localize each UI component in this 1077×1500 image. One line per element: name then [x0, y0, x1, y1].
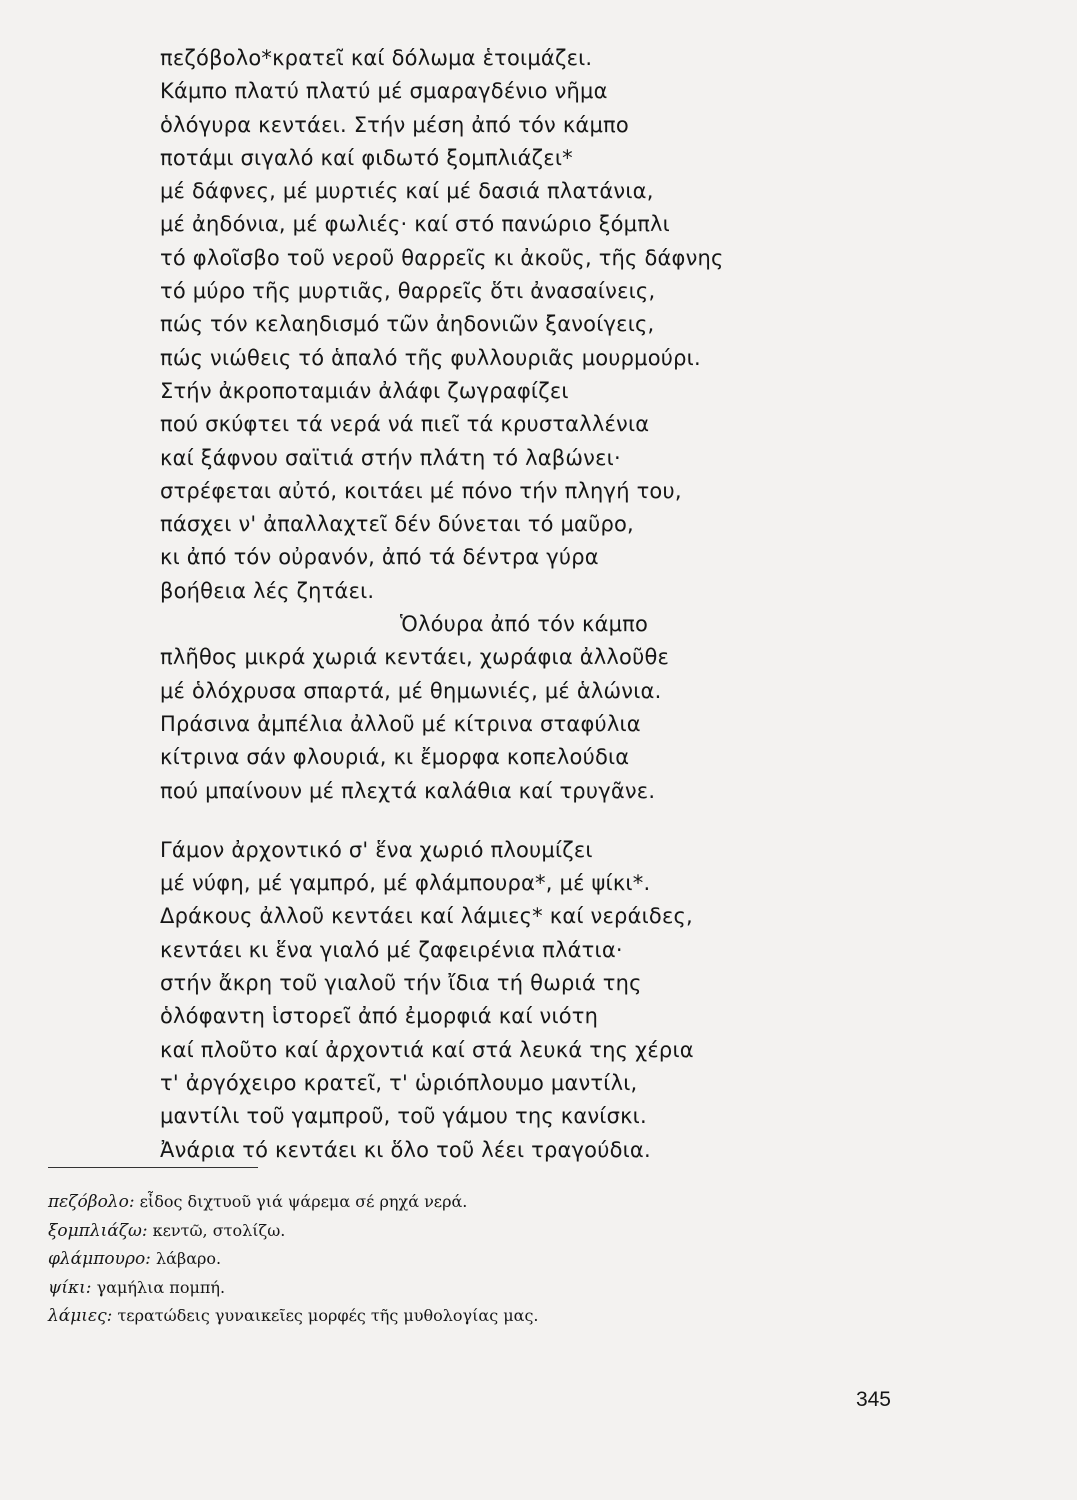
footnote-definition: εἶδος διχτυοῦ γιά ψάρεμα σέ ρηχά νερά. — [139, 1192, 468, 1211]
poem-line: πού μπαίνουν μέ πλεχτά καλάθια καί τρυγᾶνε. — [160, 778, 656, 803]
poem-line: τό φλοῖσβο τοῦ νεροῦ θαρρεῖς κι ἀκοῦς, τῆς δάφνης — [160, 245, 724, 270]
poem-line: κεντάει κι ἕνα γιαλό μέ ζαφειρένια πλάτια· — [160, 937, 623, 962]
poem-line: κι ἀπό τόν οὐρανόν, ἀπό τά δέντρα γύρα — [160, 545, 599, 570]
poem-line: πώς τόν κελαηδισμό τῶν ἀηδονιῶν ξανοίγεις, — [160, 312, 655, 337]
footnote-definition: τερατώδεις γυναικεῖες μορφές τῆς μυθολογίας μας. — [117, 1306, 539, 1326]
poem-line: Δράκους ἀλλοῦ κεντάει καί λάμιες* καί νεράιδες, — [160, 904, 693, 929]
poem-text — [160, 42, 800, 1167]
footnote-definition: γαμήλια πομπή. — [96, 1277, 226, 1297]
footnote — [48, 1302, 948, 1331]
footnote — [48, 1245, 948, 1274]
footnote — [48, 1274, 948, 1303]
poem-line: μέ δάφνες, μέ μυρτιές καί μέ δασιά πλατάνια, — [160, 179, 654, 204]
poem-line: μέ νύφη, μέ γαμπρό, μέ φλάμπουρα*, μέ ψίκι*. — [160, 871, 651, 896]
poem-line: πού σκύφτει τά νερά νά πιεῖ τά κρυσταλλένια — [160, 412, 650, 437]
poem-line: Ἀνάρια τό κεντάει κι ὅλο τοῦ λέει τραγούδια. — [160, 1137, 651, 1162]
poem-line: ὁλόφαντη ἱστορεῖ ἀπό ἐμορφιά καί νιότη — [160, 1004, 599, 1029]
footnote-term: λάμιες: — [48, 1306, 113, 1327]
footnote-term: ξομπλιάζω: — [48, 1220, 148, 1241]
poem-line: Πράσινα ἀμπέλια ἀλλοῦ μέ κίτρινα σταφύλια — [160, 711, 641, 736]
footnote-term: ψίκι: — [48, 1277, 92, 1298]
poem-line: τ' ἀργόχειρο κρατεῖ, τ' ὡριόπλουμο μαντίλι, — [160, 1070, 638, 1095]
poem-line: Γάμον ἀρχοντικό σ' ἕνα χωριό πλουμίζει — [160, 837, 593, 862]
footnote-term: φλάμπουρο: — [48, 1249, 151, 1270]
poem-line: πλῆθος μικρά χωριά κεντάει, χωράφια ἀλλοῦθε — [160, 645, 670, 670]
footnote-definition: λάβαρο. — [156, 1249, 222, 1269]
poem-line: μαντίλι τοῦ γαμπροῦ, τοῦ γάμου της κανίσκι. — [160, 1104, 647, 1129]
page-number: 345 — [855, 1388, 891, 1411]
footnote — [48, 1217, 948, 1246]
poem-line: ποτάμι σιγαλό καί φιδωτό ξομπλιάζει* — [160, 145, 573, 170]
poem-stanza-2 — [160, 608, 800, 808]
footnote-term: πεζόβολο: — [48, 1192, 135, 1212]
poem-line: τό μύρο τῆς μυρτιᾶς, θαρρεῖς ὅτι ἀνασαίνεις, — [160, 279, 656, 304]
poem-line: μέ ὁλόχρυσα σπαρτά, μέ θημωνιές, μέ ἁλώνια. — [160, 678, 662, 703]
footnotes — [48, 1188, 948, 1331]
poem-line: κίτρινα σάν φλουριά, κι ἔμορφα κοπελούδια — [160, 745, 630, 770]
poem-line: στήν ἄκρη τοῦ γιαλοῦ τήν ἴδια τή θωριά της — [160, 971, 642, 996]
footnote — [48, 1188, 948, 1217]
poem-line: πάσχει ν' ἀπαλλαχτεῖ δέν δύνεται τό μαῦρο, — [160, 512, 634, 537]
poem-line-indented: Ὁλόυρα ἀπό τόν κάμπο — [400, 612, 649, 637]
poem-line: πώς νιώθεις τό ἁπαλό τῆς φυλλουριᾶς μουρμούρι. — [160, 345, 701, 370]
poem-line: μέ ἀηδόνια, μέ φωλιές· καί στό πανώριο ξόμπλι — [160, 212, 670, 237]
footnote-definition: κεντῶ, στολίζω. — [152, 1220, 286, 1240]
poem-stanza-3 — [160, 834, 800, 1167]
poem-line: Στήν ἀκροποταμιάν ἀλάφι ζωγραφίζει — [160, 378, 569, 403]
footnote-divider — [48, 1167, 258, 1168]
poem-line: καί πλοῦτο καί ἀρχοντιά καί στά λευκά της χέρια — [160, 1037, 694, 1062]
poem-line: Κάμπο πλατύ πλατύ μέ σμαραγδένιο νῆμα — [160, 79, 608, 104]
poem-line: καί ξάφνου σαϊτιά στήν πλάτη τό λαβώνει· — [160, 445, 621, 470]
poem-line: ὁλόγυρα κεντάει. Στήν μέση ἀπό τόν κάμπο — [160, 112, 629, 137]
poem-line: στρέφεται αὐτό, κοιτάει μέ πόνο τήν πληγή του, — [160, 478, 682, 503]
poem-stanza-1 — [160, 42, 800, 608]
poem-line: πεζόβολο*κρατεῖ καί δόλωμα ἑτοιμάζει. — [160, 46, 593, 70]
poem-line: βοήθεια λές ζητάει. — [160, 578, 375, 603]
